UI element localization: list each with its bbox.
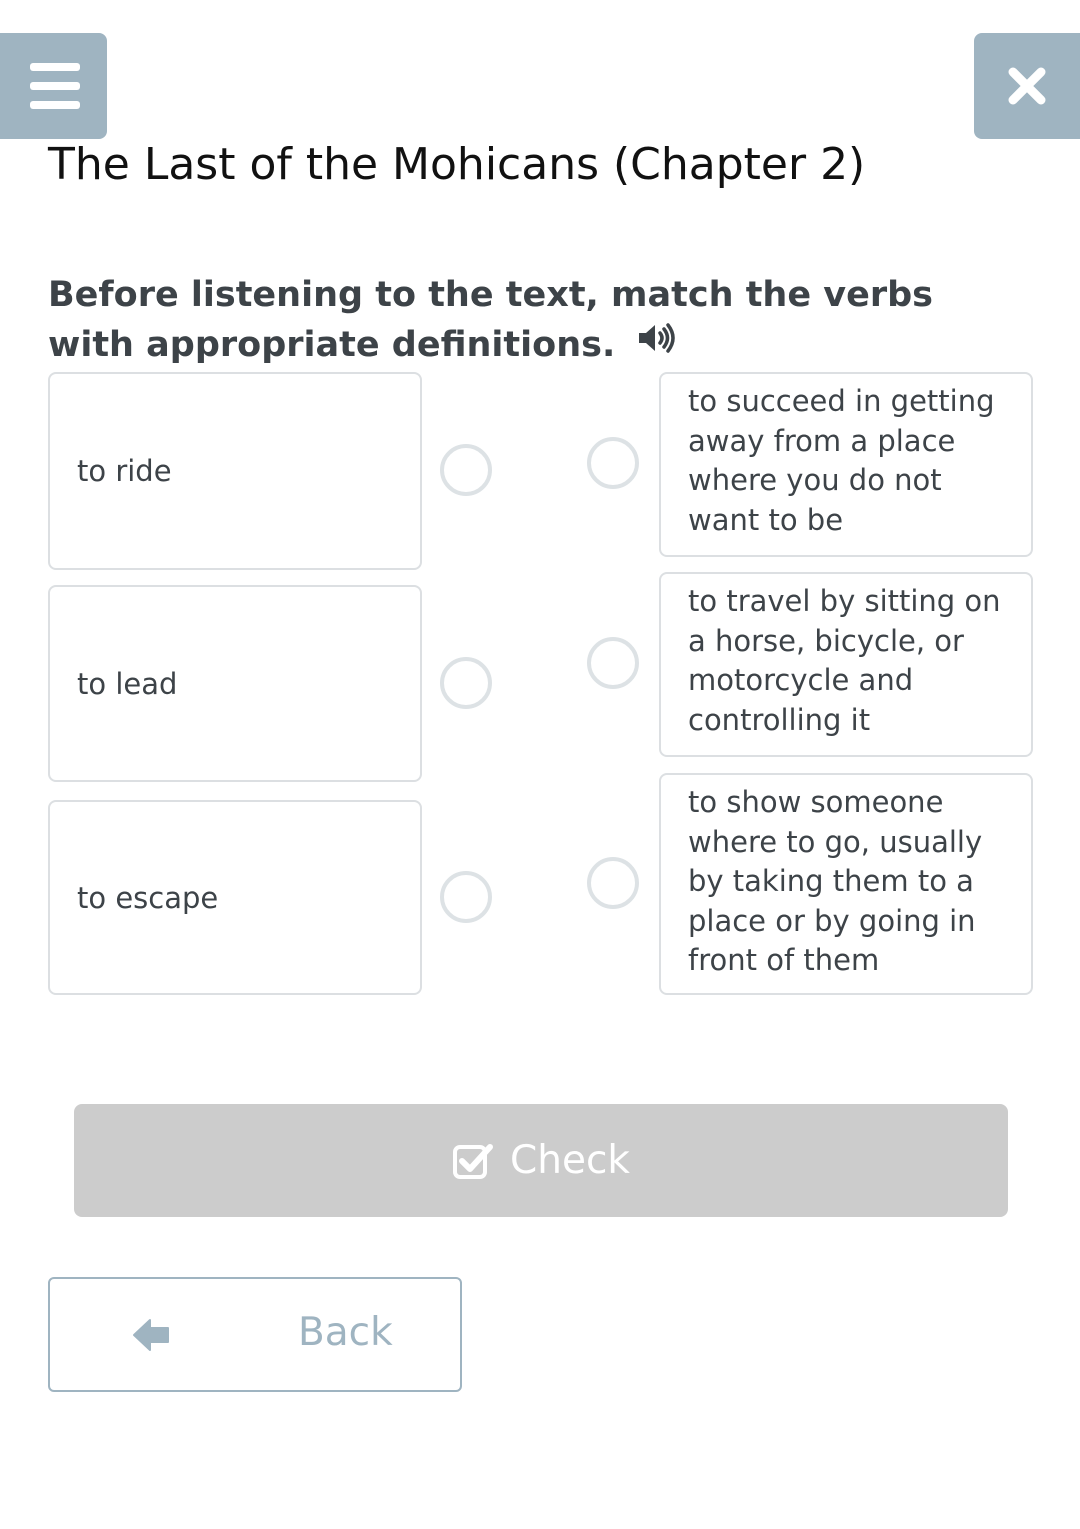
- match-dot-verb-1[interactable]: [440, 444, 492, 496]
- definition-card-lead[interactable]: [659, 773, 1033, 995]
- definition-label: to show someone where to go, usually by taking them to a place or by going in front of them: [688, 785, 983, 977]
- back-button[interactable]: [48, 1277, 462, 1392]
- instruction-text: [48, 270, 1028, 371]
- match-dot-verb-2[interactable]: [440, 657, 492, 709]
- definition-card-ride[interactable]: [659, 572, 1033, 757]
- verb-card-ride[interactable]: [48, 372, 422, 570]
- arrow-left-icon: [132, 1317, 172, 1353]
- check-button-label: Check: [510, 1138, 630, 1183]
- definition-label: to travel by sitting on a horse, bicycle, or motorcycle and controlling it: [688, 584, 1001, 737]
- close-x-icon: [1007, 66, 1047, 106]
- definition-card-escape[interactable]: [659, 372, 1033, 557]
- match-dot-verb-3[interactable]: [440, 871, 492, 923]
- verb-label: to escape: [77, 880, 219, 915]
- check-button[interactable]: [74, 1104, 1008, 1217]
- definition-label: to succeed in getting away from a place where you do not want to be: [688, 384, 995, 537]
- match-dot-definition-2[interactable]: [587, 637, 639, 689]
- menu-button[interactable]: [0, 33, 107, 139]
- close-button[interactable]: [974, 33, 1080, 139]
- verb-card-escape[interactable]: [48, 800, 422, 995]
- back-button-label: Back: [298, 1310, 393, 1355]
- verb-card-lead[interactable]: [48, 585, 422, 782]
- check-square-icon: [452, 1142, 494, 1180]
- match-dot-definition-3[interactable]: [587, 857, 639, 909]
- match-dot-definition-1[interactable]: [587, 437, 639, 489]
- verb-label: to ride: [77, 454, 172, 488]
- verb-label: to lead: [77, 666, 178, 701]
- instruction-label: Before listening to the text, match the verbs with appropriate definitions.: [48, 275, 933, 365]
- page-title: The Last of the Mohicans (Chapter 2): [48, 139, 866, 190]
- speaker-icon[interactable]: [637, 317, 675, 367]
